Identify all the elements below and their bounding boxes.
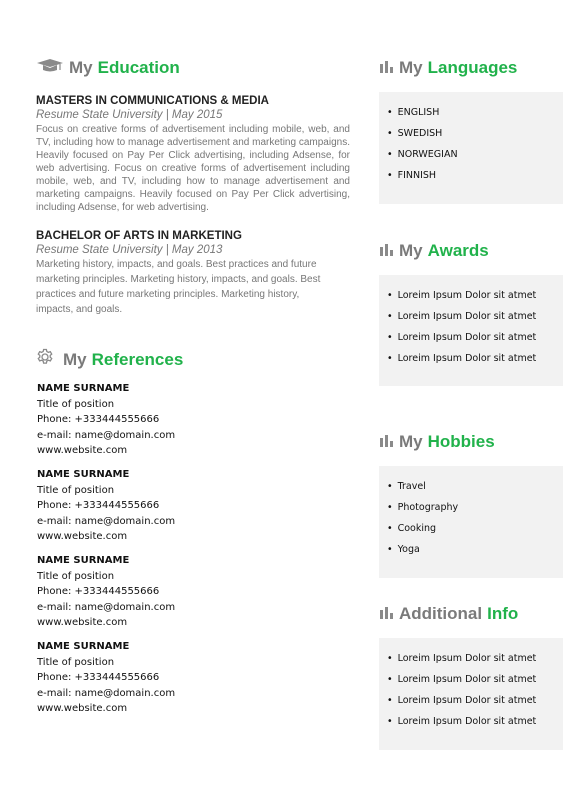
degree-title: MASTERS IN COMMUNICATIONS & MEDIA (36, 95, 269, 107)
education-heading: My Education (37, 58, 180, 78)
additional-info-heading: Additional Info (380, 604, 518, 624)
list-item: • Loreim Ipsum Dolor sit atmet (387, 327, 563, 348)
reference-name: NAME SURNAME (37, 641, 130, 652)
reference-website: www.website.com (37, 617, 128, 628)
graduation-cap-icon (37, 58, 63, 78)
languages-box (379, 92, 563, 204)
additional-info-box (379, 638, 563, 750)
hobbies-box (379, 466, 563, 578)
list-item: • Yoga (387, 539, 563, 560)
degree-description: Marketing history, impacts, and goals. Best practices and future marketing principles. Marketing history, impacts, and goals. Best practices and future marketing principles. Marketing history, impacts, and goals. (36, 259, 321, 315)
reference-email: e-mail: name@domain.com (37, 687, 176, 699)
list-item: • ENGLISH (387, 102, 563, 123)
list-item: • Photography (387, 497, 563, 518)
reference-website: www.website.com (37, 445, 128, 456)
list-item: • FINNISH (387, 165, 563, 186)
education-entry (36, 230, 336, 317)
bar-chart-icon (380, 241, 394, 261)
reference-email: e-mail: name@domain.com (37, 601, 176, 613)
list-item: • Travel (387, 476, 563, 497)
list-item: • Loreim Ipsum Dolor sit atmet (387, 669, 563, 690)
reference-email: e-mail: name@domain.com (37, 429, 176, 441)
list-item: • Loreim Ipsum Dolor sit atmet (387, 648, 563, 669)
list-item: • Loreim Ipsum Dolor sit atmet (387, 285, 563, 306)
degree-description: Focus on creative forms of advertisement including mobile, web, and TV, including how to manage advertisement and marketing campaigns. Heavily focused on Pay Per Click advertising, including Adsense, for web advertising. Focus on creative forms of advertisement including mobile, web, and TV, including how to manage advertisement and marketing campaigns. Heavily focused on Pay Per Click advertising, including Adsense, for web advertising. (36, 124, 350, 213)
reference-email: e-mail: name@domain.com (37, 515, 176, 527)
education-entry (36, 95, 350, 214)
reference-name: NAME SURNAME (37, 469, 130, 480)
list-item: • NORWEGIAN (387, 144, 563, 165)
list-item: • Loreim Ipsum Dolor sit atmet (387, 348, 563, 369)
degree-title: BACHELOR OF ARTS IN MARKETING (36, 230, 242, 242)
list-item: • Cooking (387, 518, 563, 539)
gear-icon (36, 348, 54, 371)
list-item: • SWEDISH (387, 123, 563, 144)
reference-position: Title of position (37, 398, 115, 410)
school-date: Resume State University | May 2015 (36, 109, 223, 121)
references-heading: My References (36, 348, 183, 371)
reference-entry (37, 467, 175, 545)
reference-entry (37, 381, 175, 459)
languages-heading: My Languages (380, 58, 517, 78)
list-item: • Loreim Ipsum Dolor sit atmet (387, 306, 563, 327)
reference-entry (37, 639, 175, 717)
hobbies-heading: My Hobbies (380, 432, 495, 452)
reference-phone: Phone: +333444555666 (37, 586, 160, 597)
reference-website: www.website.com (37, 531, 128, 542)
school-date: Resume State University | May 2013 (36, 244, 223, 256)
bar-chart-icon (380, 432, 394, 452)
reference-entry (37, 553, 175, 631)
reference-phone: Phone: +333444555666 (37, 672, 160, 683)
list-item: • Loreim Ipsum Dolor sit atmet (387, 711, 563, 732)
reference-position: Title of position (37, 656, 115, 668)
reference-name: NAME SURNAME (37, 555, 130, 566)
reference-position: Title of position (37, 570, 115, 582)
awards-heading: My Awards (380, 241, 489, 261)
bar-chart-icon (380, 58, 394, 78)
awards-box (379, 275, 563, 386)
reference-phone: Phone: +333444555666 (37, 414, 160, 425)
reference-phone: Phone: +333444555666 (37, 500, 160, 511)
list-item: • Loreim Ipsum Dolor sit atmet (387, 690, 563, 711)
reference-website: www.website.com (37, 703, 128, 714)
reference-position: Title of position (37, 484, 115, 496)
reference-name: NAME SURNAME (37, 383, 130, 394)
bar-chart-icon (380, 604, 394, 624)
